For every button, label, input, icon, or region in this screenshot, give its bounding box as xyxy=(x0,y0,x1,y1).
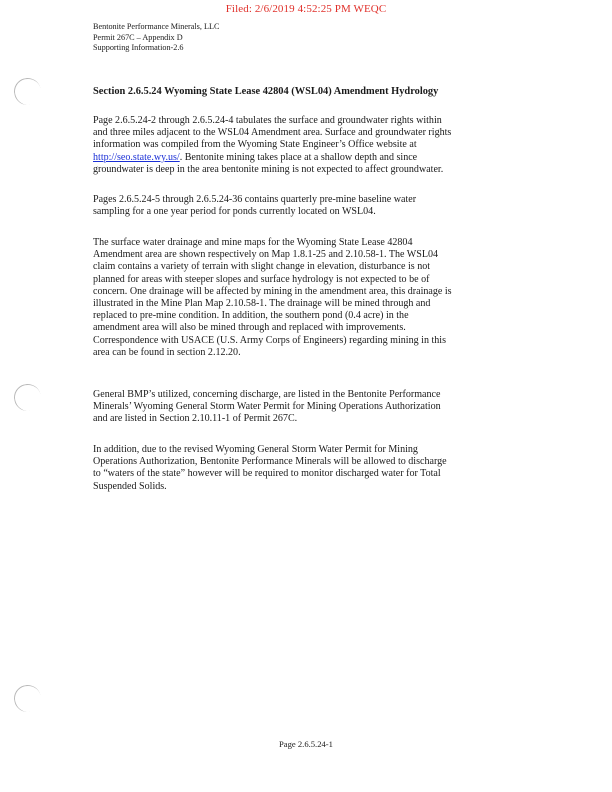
paragraph-line: planned for areas with steeper slopes and surface hydrology is not expected to be of xyxy=(93,273,430,285)
paragraph-line-rest: . Bentonite mining takes place at a shallow depth and since xyxy=(179,151,418,163)
paragraph-line xyxy=(93,152,525,164)
paragraph-line: Correspondence with USACE (U.S. Army Corps of Engineers) regarding mining in this xyxy=(93,334,446,346)
paragraph-storm-water-permit xyxy=(93,444,525,493)
paragraph-line: claim contains a variety of terrain with slight change in elevation, disturbance is not xyxy=(93,261,431,273)
paragraph-line: replaced to pre-mine condition. In addition, the southern pond (0.4 acre) in the xyxy=(93,310,409,322)
paragraph-line: amendment area will also be mined through and replaced with improvements. xyxy=(93,322,406,334)
paragraph-line: illustrated in the Mine Plan Map 2.10.58-1. The drainage will be mined through and xyxy=(93,298,431,310)
section-title: Section 2.6.5.24 Wyoming State Lease 42804 (WSL04) Amendment Hydrology xyxy=(93,86,439,97)
paragraph-line: Operations Authorization, Bentonite Performance Minerals will be allowed to discharge xyxy=(93,456,447,468)
paragraph-line: area can be found in section 2.12.20. xyxy=(93,346,241,358)
paragraph-line: General BMP’s utilized, concerning discharge, are listed in the Bentonite Performance xyxy=(93,389,441,400)
paragraph-baseline-sampling xyxy=(93,194,525,218)
paragraph-line: Page 2.6.5.24-2 through 2.6.5.24-4 tabulates the surface and groundwater rights within xyxy=(93,115,442,126)
paragraph-line: Suspended Solids. xyxy=(93,480,167,492)
paragraph-line: The surface water drainage and mine maps for the Wyoming State Lease 42804 xyxy=(93,237,413,248)
paragraph-line: Amendment area are shown respectively on Map 1.8.1-25 and 2.10.58-1. The WSL04 xyxy=(93,249,439,261)
paragraph-line: to “waters of the state” however will be required to monitor discharged water for Total xyxy=(93,468,441,480)
paragraph-line: and are listed in Section 2.10.11-1 of Permit 267C. xyxy=(93,413,298,425)
paragraph-bmp-discharge xyxy=(93,389,525,426)
paragraph-line: In addition, due to the revised Wyoming General Storm Water Permit for Mining xyxy=(93,444,418,455)
paragraph-line: and three miles adjacent to the WSL04 Amendment area. Surface and groundwater rights xyxy=(93,127,452,139)
paragraph-line: concern. One drainage will be affected by mining in the amendment area, this drainage is xyxy=(93,285,452,297)
header-supporting: Supporting Information-2.6 xyxy=(93,43,184,53)
header-permit: Permit 267C – Appendix D xyxy=(93,32,183,42)
paragraph-line: sampling for a one year period for ponds currently located on WSL04. xyxy=(93,206,376,218)
paragraph-line: Pages 2.6.5.24-5 through 2.6.5.24-36 contains quarterly pre-mine baseline water xyxy=(93,194,417,205)
punch-hole-mark-bottom xyxy=(11,682,43,714)
paragraph-line: Minerals’ Wyoming General Storm Water Permit for Mining Operations Authorization xyxy=(93,401,441,413)
paragraph-water-rights xyxy=(93,115,525,176)
punch-hole-mark-top xyxy=(11,75,43,107)
header-company: Bentonite Performance Minerals, LLC xyxy=(93,22,220,31)
page-number: Page 2.6.5.24-1 xyxy=(279,739,333,749)
filed-stamp: Filed: 2/6/2019 4:52:25 PM WEQC xyxy=(225,3,387,15)
paragraph-line: information was compiled from the Wyoming State Engineer’s Office website at xyxy=(93,139,417,151)
document-header xyxy=(93,22,219,54)
paragraph-drainage-maps xyxy=(93,237,525,359)
punch-hole-mark-middle xyxy=(11,381,43,413)
paragraph-line: groundwater is deep in the area bentonite mining is not expected to affect groundwater. xyxy=(93,163,444,175)
seo-website-link[interactable]: http://seo.state.wy.us/ xyxy=(93,151,180,163)
